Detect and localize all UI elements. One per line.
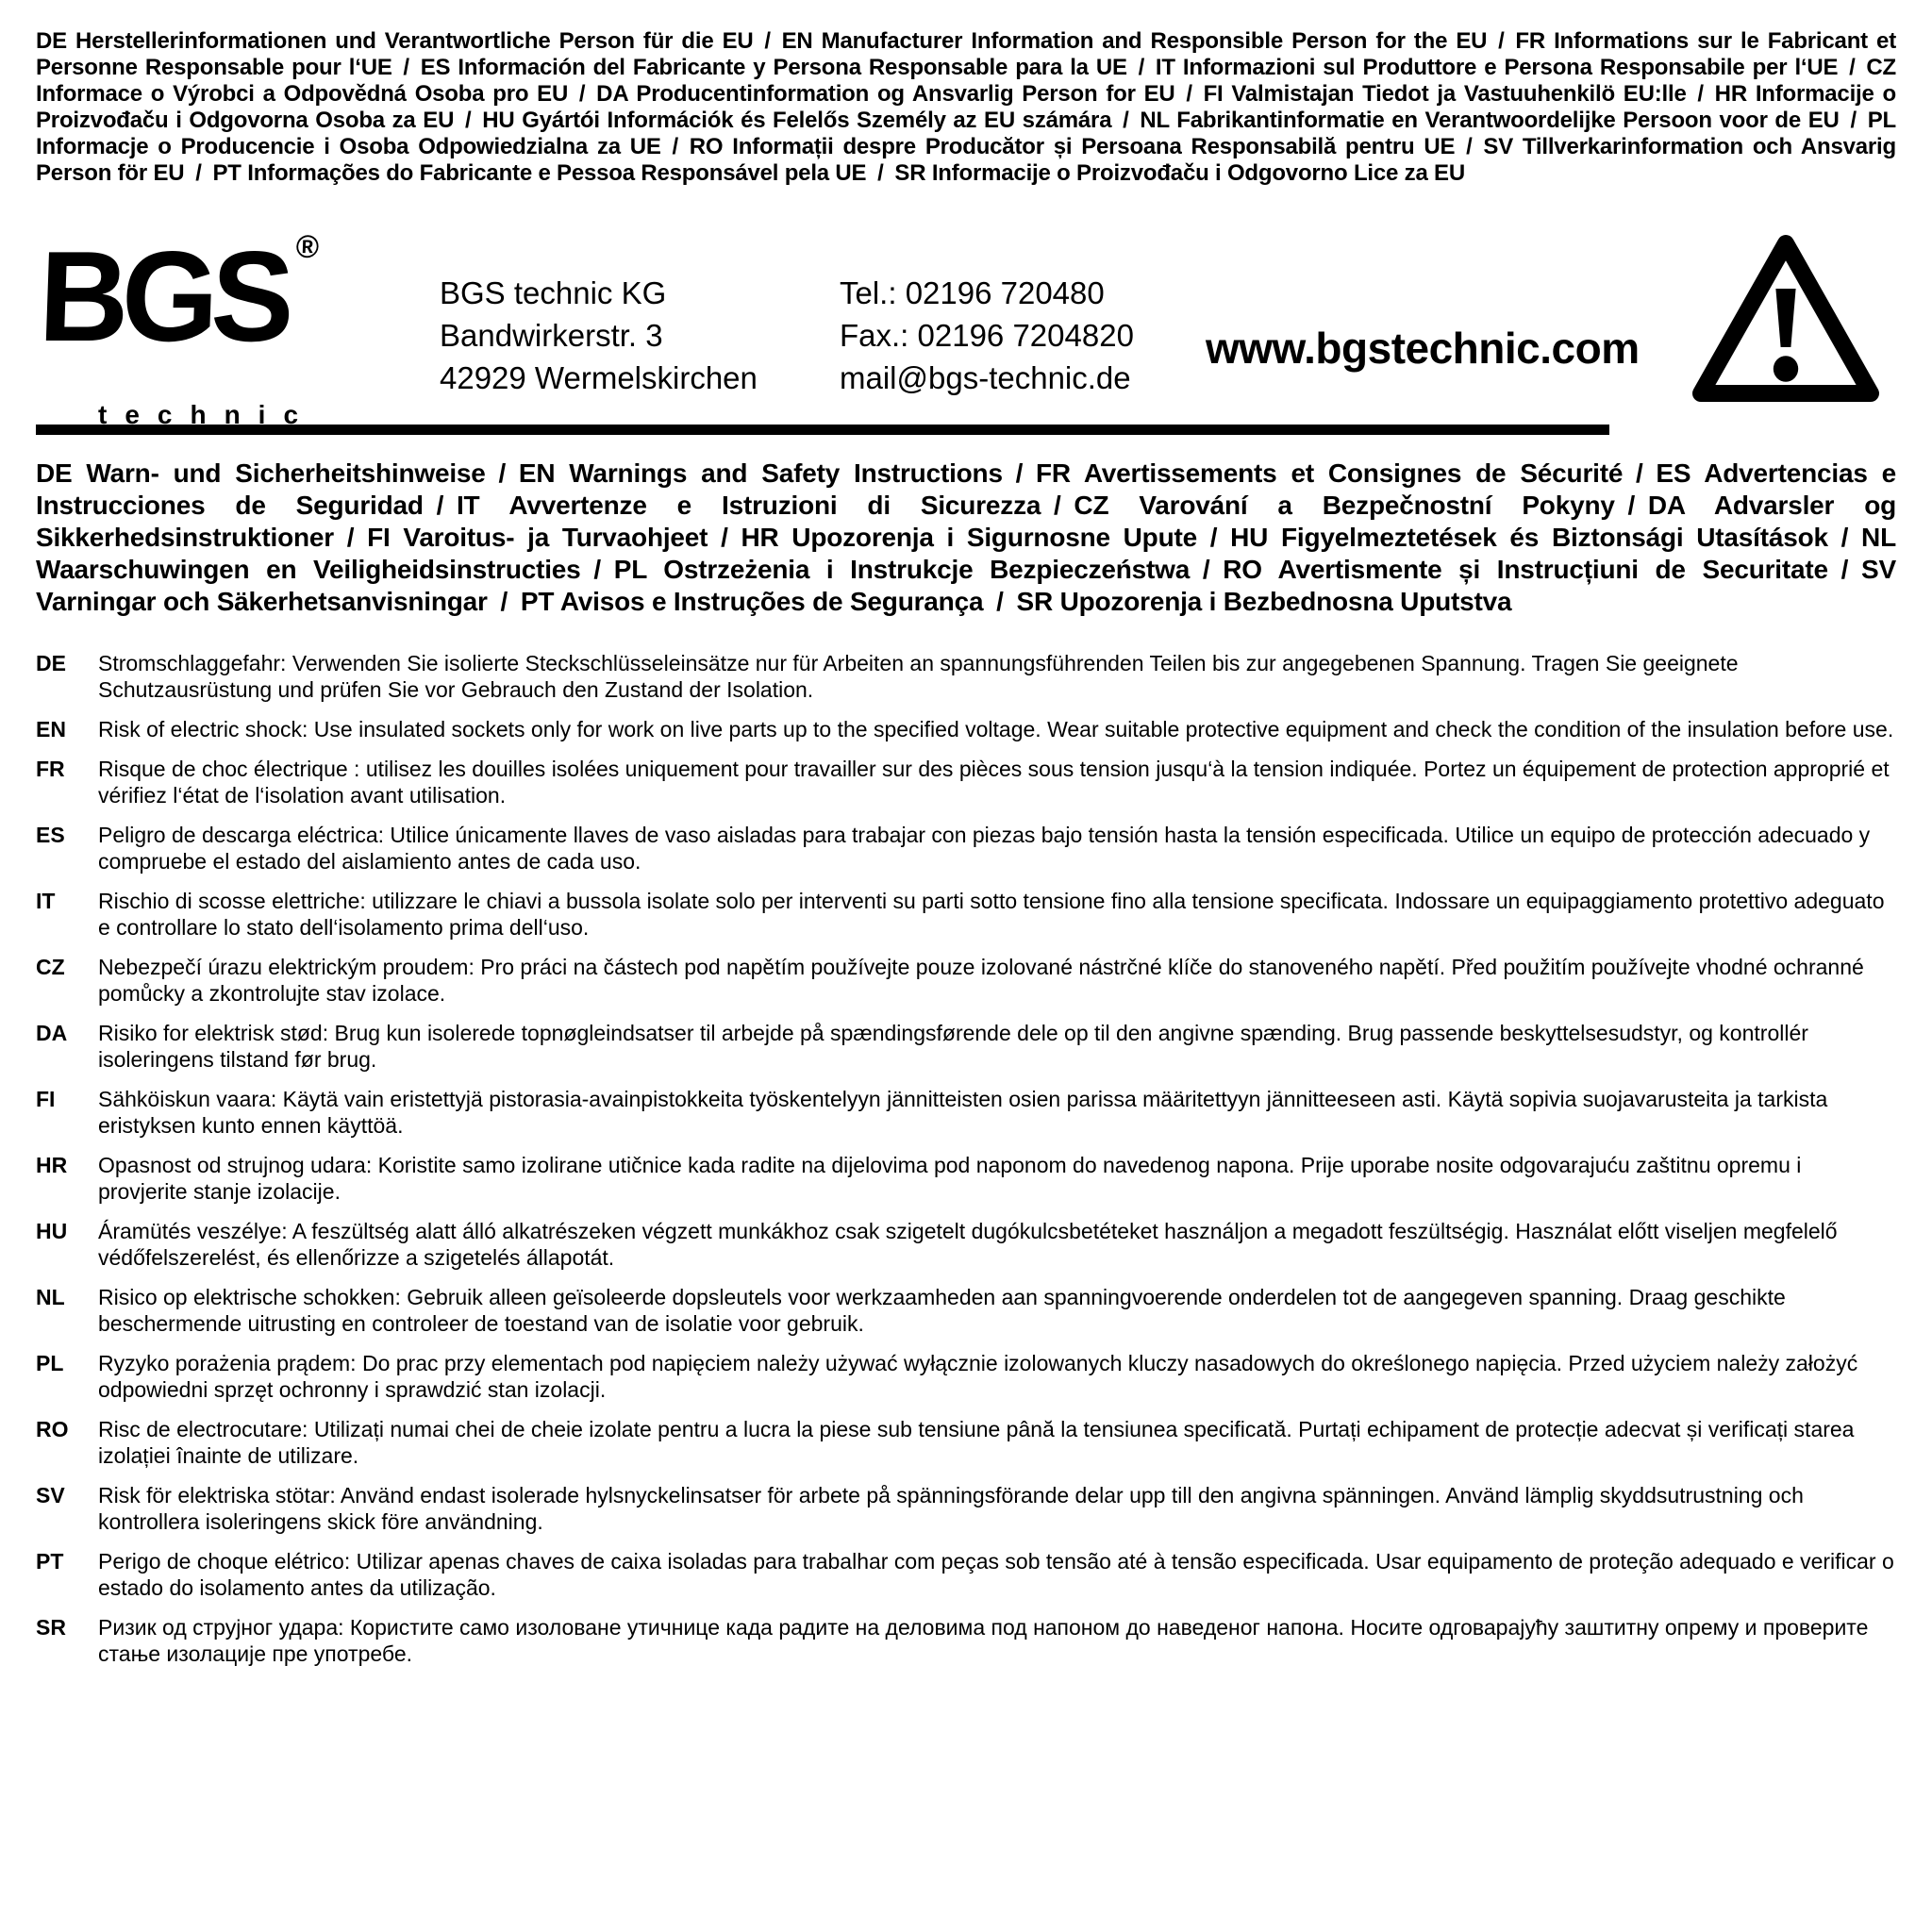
warning-text: Peligro de descarga eléctrica: Utilice únicamente llaves de vaso aisladas para trabajar con piezas bajo tensión hasta la tensión especificada. Utilice un equipo de protección adecuado y compruebe el estado del aislamiento antes de cada uso.: [98, 823, 1871, 874]
warning-row: [36, 1020, 1896, 1073]
warning-text: Risiko for elektrisk stød: Brug kun isolerede topnøgleindsatser til arbejde på spændingsførende dele op til den angivne spænding. Brug passende beskyttelsesudstyr, og kontrollér isoleringens tilstand før brug.: [98, 1021, 1808, 1072]
warning-row: [36, 1482, 1896, 1535]
warning-language-code: FI: [36, 1087, 56, 1111]
warning-language-code: DE: [36, 651, 66, 675]
warnings-heading: DE Warn- und Sicherheitshinweise / EN Warnings and Safety Instructions / FR Avertissements et Consignes de Sécurité / ES Advertencias e Instrucciones de Seguridad / IT Avvertenze e Istruzioni di Sicurezza / CZ Varování a Bezpečnostní Pokyny / DA Advarsler og Sikkerhedsinstruktioner / FI Varoitus- ja Turvaohjeet / HR Upozorenja i Sigurnosne Upute / HU Figyelmeztetések és Biztonsági Utasítások / NL Waarschuwingen en Veiligheidsinstructies / PL Ostrzeżenia i Instrukcje Bezpieczeństwa / RO Avertismente și Instrucțiuni de Securitate / SV Varningar och Säkerhetsanvisningar / PT Avisos e Instruções de Segurança / SR Upozorenja i Bezbednosna Uputstva: [36, 458, 1896, 616]
warning-row: [36, 822, 1896, 874]
warning-language-code: PT: [36, 1549, 64, 1574]
warning-language-code: SV: [36, 1483, 65, 1507]
warning-language-code: IT: [36, 889, 56, 913]
warning-text: Nebezpečí úrazu elektrickým proudem: Pro práci na částech pod napětím používejte pouze izolované nástrčné klíče do stanoveného napětí. Před použitím používejte vhodné ochranné pomůcky a zkontrolujte stav izolace.: [98, 955, 1864, 1006]
warning-text: Opasnost od strujnog udara: Koristite samo izolirane utičnice kada radite na dijelovima pod naponom do navedenog napona. Prije uporabe nosite odgovarajuću zaštitnu opremu i provjerite stanje izolacije.: [98, 1153, 1802, 1204]
warning-language-code: ES: [36, 823, 65, 847]
warning-row: [36, 1350, 1896, 1403]
bgs-logo-subtext: technic: [98, 400, 317, 429]
warning-text: Ryzyko porażenia prądem: Do prac przy elementach pod napięciem należy używać wyłącznie izolowanych kluczy nasadowych do określonego napięcia. Przed użyciem należy założyć odpowiedni sprzęt ochronny i sprawdzić stan izolacji.: [98, 1351, 1858, 1402]
warning-text: Risico op elektrische schokken: Gebruik alleen geïsoleerde dopsleutels voor werkzaamheden aan spanningvoerende onderdelen tot de aangegeven spanning. Draag geschikte beschermende uitrusting en controleer de toestand van de isolatie voor gebruik.: [98, 1285, 1786, 1336]
warning-text: Risk of electric shock: Use insulated sockets only for work on live parts up to the specified voltage. Wear suitable protective equipment and check the condition of the insulation before use.: [98, 717, 1894, 741]
warning-language-code: DA: [36, 1021, 68, 1045]
warning-row: [36, 1086, 1896, 1139]
warning-language-code: HR: [36, 1153, 68, 1177]
warning-language-code: FR: [36, 757, 65, 781]
warning-language-code: CZ: [36, 955, 65, 979]
warning-text: Risk för elektriska stötar: Använd endast isolerade hylsnyckelinsatser för arbete på spänningsförande delar upp till den angivna spänningen. Använd lämplig skyddsutrustning och kontrollera isoleringens skick före användning.: [98, 1483, 1804, 1534]
warning-row: [36, 1218, 1896, 1271]
company-address-line: BGS technic KG: [440, 275, 667, 310]
contact-line: mail@bgs-technic.de: [840, 360, 1131, 395]
warning-language-code: NL: [36, 1285, 65, 1309]
warning-text: Ризик од струјног удара: Користите само изоловане утичнице када радите на деловима под напоном до наведеног напона. Носите одговарајућу заштитну опрему и проверите стање изолације пре употребе.: [98, 1615, 1869, 1666]
manufacturer-info-heading: DE Herstellerinformationen und Verantwortliche Person für die EU / EN Manufacturer Information and Responsible Person for the EU / FR Informations sur le Fabricant et Personne Responsable pour l‘UE / ES Información del Fabricante y Persona Responsable para la UE / IT Informazioni sul Produttore e Persona Responsabile per l‘UE / CZ Informace o Výrobci a Odpovědná Osoba pro EU / DA Producentinformation og Ansvarlig Person for EU / FI Valmistajan Tiedot ja Vastuuhenkilö EU:lle / HR Informacije o Proizvođaču i Odgovorna Osoba za EU / HU Gyártói Információk és Felelős Személy az EU számára / NL Fabrikantinformatie en Verantwoordelijke Persoon voor de EU / PL Informacje o Producencie i Osoba Odpowiedzialna za UE / RO Informații despre Producător și Persoana Responsabilă pentru UE / SV Tillverkarinformation och Ansvarig Person för EU / PT Informações do Fabricante e Pessoa Responsável pela UE / SR Informacije o Proizvođaču i Odgovorno Lice za EU: [36, 28, 1896, 186]
warning-text: Stromschlaggefahr: Verwenden Sie isolierte Steckschlüsseleinsätze nur für Arbeiten an spannungsführenden Teilen bis zur angegebenen Spannung. Tragen Sie geeignete Schutzausrüstung und prüfen Sie vor Gebrauch den Zustand der Isolation.: [98, 651, 1739, 702]
contact-line: Fax.: 02196 7204820: [840, 318, 1134, 353]
warning-row: [36, 1416, 1896, 1469]
warning-text: Sähköiskun vaara: Käytä vain eristettyjä pistorasia-avainpistokkeita työskentelyyn jännitteisten osien parissa määritettyyn jännitteeseen asti. Käytä sopivia suojavarusteita ja tarkista eristyksen kunto ennen käyttöä.: [98, 1087, 1828, 1138]
warning-text: Risc de electrocutare: Utilizați numai chei de cheie izolate pentru a lucra la piese sub tensiune până la tensiunea specificată. Purtați echipament de protecție adecvat și verificați starea izolației înainte de utilizare.: [98, 1417, 1855, 1468]
warning-row: [36, 650, 1896, 703]
contact-info: [840, 272, 1134, 399]
warning-row: [36, 888, 1896, 941]
bgs-logo-wordmark: [36, 225, 320, 396]
company-address-line: Bandwirkerstr. 3: [440, 318, 663, 353]
warnings-list: [36, 650, 1896, 1667]
warning-language-code: HU: [36, 1219, 68, 1243]
company-address: [440, 272, 758, 399]
warning-text: Risque de choc électrique : utilisez les douilles isolées uniquement pour travailler sur des pièces sous tension jusqu‘à la tension indiquée. Portez un équipement de protection approprié et vérifiez l‘état de l‘isolation avant utilisation.: [98, 757, 1890, 808]
contact-line: Tel.: 02196 720480: [840, 275, 1105, 310]
bgs-logo: [36, 225, 320, 430]
warning-row: [36, 1614, 1896, 1667]
warning-text: Áramütés veszélye: A feszültség alatt álló alkatrészeken végzett munkákhoz csak szigetelt dugókulcsbetéteket használjon a megadott feszültségig. Használat előtt viseljen megfelelő védőfelszerelést, és ellenőrizze a szigetelés állapotát.: [98, 1219, 1838, 1270]
warning-language-code: RO: [36, 1417, 69, 1441]
warning-text: Rischio di scosse elettriche: utilizzare le chiavi a bussola isolate solo per interventi su parti sotto tensione fino alla tensione specificata. Indossare un equipaggiamento protettivo adeguato e controllare lo stato dell‘isolamento prima dell‘uso.: [98, 889, 1885, 940]
website-url: www.bgstechnic.com: [1206, 324, 1640, 373]
company-address-line: 42929 Wermelskirchen: [440, 360, 758, 395]
warning-language-code: SR: [36, 1615, 66, 1640]
bgs-logo-text: BGS: [37, 225, 290, 368]
warning-row: [36, 1548, 1896, 1601]
warning-language-code: PL: [36, 1351, 64, 1375]
warning-row: [36, 1284, 1896, 1337]
warning-row: [36, 756, 1896, 808]
registered-trademark-mark: ®: [295, 229, 320, 265]
warning-row: [36, 954, 1896, 1007]
brand-row: [36, 225, 1896, 429]
warning-row: [36, 716, 1896, 742]
warning-triangle-icon: [1689, 230, 1883, 412]
warning-text: Perigo de choque elétrico: Utilizar apenas chaves de caixa isoladas para trabalhar com peças sob tensão até à tensão especificada. Usar equipamento de proteção adequado e verificar o estado do isolamento antes da utilização.: [98, 1549, 1894, 1600]
warning-language-code: EN: [36, 717, 66, 741]
warning-row: [36, 1152, 1896, 1205]
